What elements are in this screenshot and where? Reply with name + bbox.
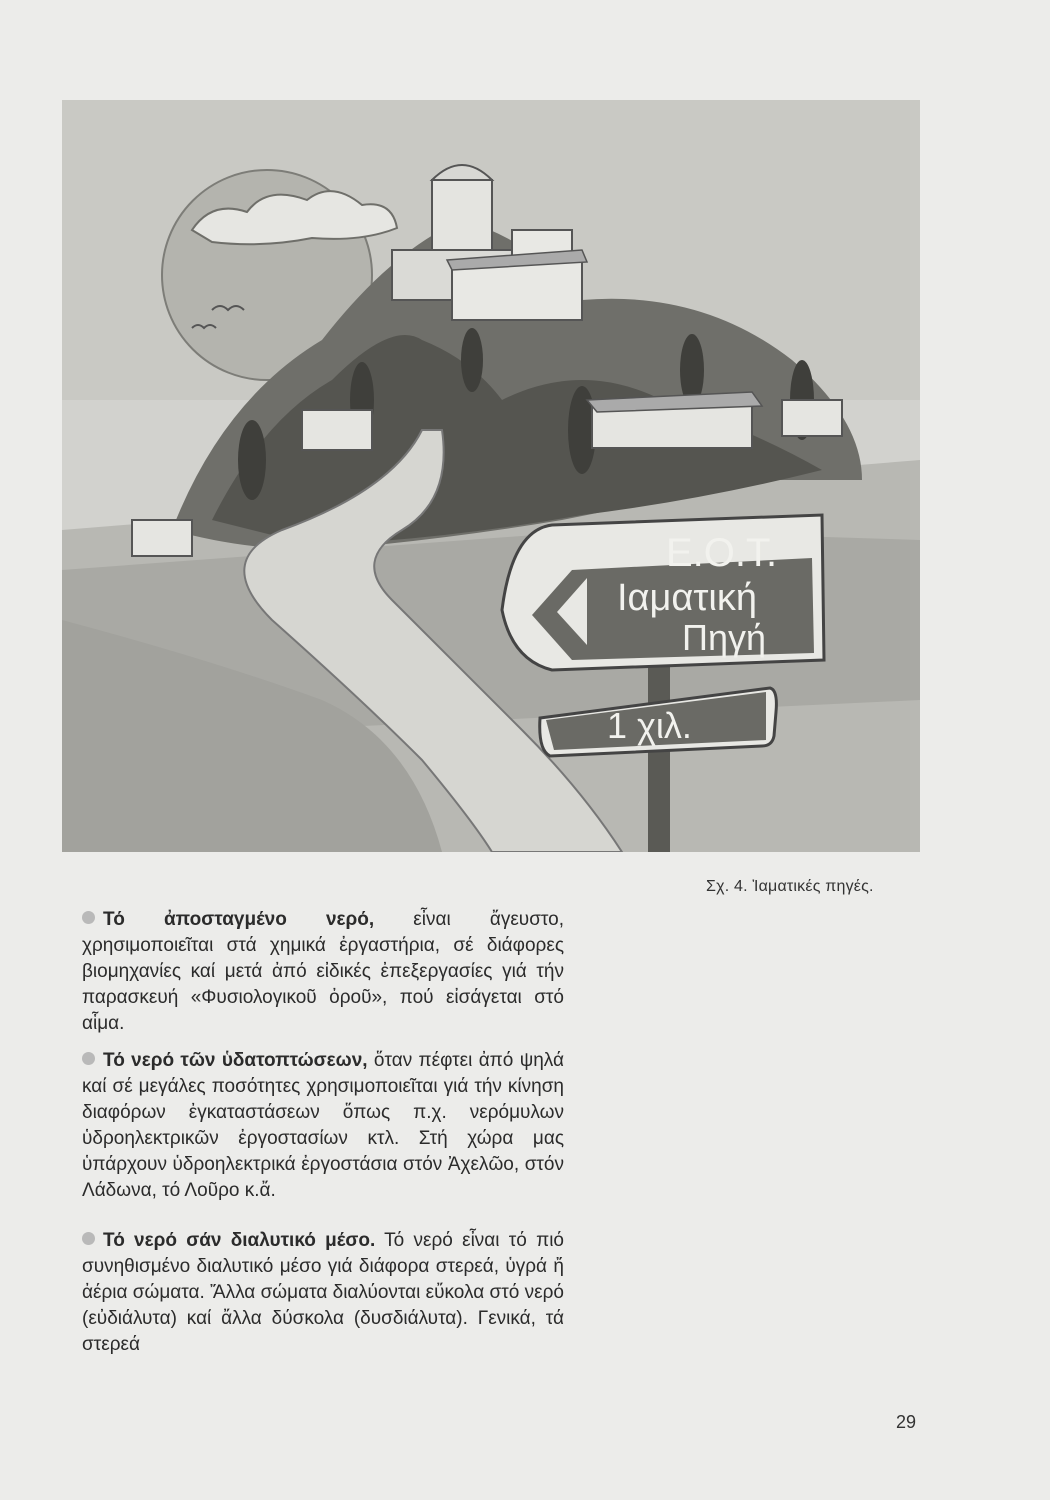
figure-caption: Σχ. 4. Ἰαματικές πηγές. — [706, 878, 874, 895]
paragraph-lead: Τό νερό τῶν ὑδατοπτώσεων, — [103, 1050, 368, 1071]
paragraph-lead: Τό νερό σάν διαλυτικό μέσο. — [103, 1230, 376, 1251]
bullet-icon — [82, 1052, 95, 1065]
paragraph-waterfalls — [82, 1048, 564, 1204]
bullet-icon — [82, 911, 95, 924]
paragraph-body: εἶναι ἄγευστο, χρησιμοποιεῖται στά χημικά ἐργαστήρια, σέ διάφορες βιομηχανίες καί μετά ἀπό εἰδικές ἐπεξεργασίες γιά τήν παρασκευή «Φυσιολογικοῦ ὀροῦ», πού εἰσάγεται στό αἷμα. — [82, 909, 564, 1034]
spa-illustration — [62, 100, 920, 852]
distance-text: 1 χιλ. — [607, 705, 692, 746]
sign-line-1: Ε.Ο.Τ. — [666, 531, 778, 575]
sign-line-2: Ιαματική — [617, 577, 757, 619]
bullet-icon — [82, 1232, 95, 1245]
page-number: 29 — [896, 1412, 917, 1432]
paragraph-body: ὅταν πέφτει ἀπό ψηλά καί σέ μεγάλες ποσότητες χρησιμοποιεῖται γιά τήν κίνηση διαφόρων ἐγκαταστάσεων ὅπως π.χ. νερόμυλων ὑδροηλεκτρικῶν ἐργοστασίων κτλ. Στή χώρα μας ὑπάρχουν ὑδροηλεκτρικά ἐργοστάσια στόν Ἀχελῶο, στόν Λάδωνα, τό Λοῦρο κ.ἄ. — [82, 1050, 564, 1201]
paragraph-body: Τό νερό εἶναι τό πιό συνηθισμένο διαλυτικό μέσο γιά διάφορα στερεά, ὑγρά ἤ ἀέρια σώματα. Ἄλλα σώματα διαλύονται εὔκολα στό νερό (εὐδιάλυτα) καί ἄλλα δύσκολα (δυσδιάλυτα). Γενικά, τά στερεά — [82, 1230, 564, 1355]
sign-line-3: Πηγή — [682, 617, 767, 658]
paragraph-lead: Τό ἀποσταγμένο νερό, — [103, 909, 375, 930]
direction-sign — [502, 515, 824, 670]
paragraph-distilled-water — [82, 907, 564, 1037]
paragraph-solvent — [82, 1228, 564, 1358]
